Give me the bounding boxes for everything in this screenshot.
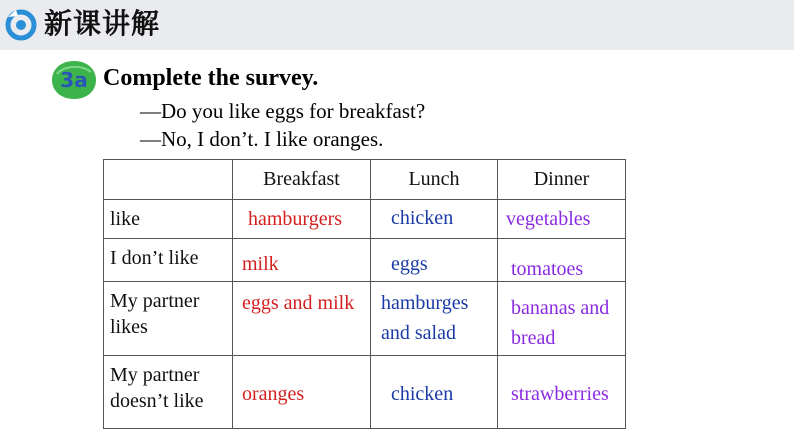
header-breakfast: Breakfast bbox=[263, 168, 340, 190]
page-title: 新课讲解 bbox=[44, 7, 161, 40]
section-title: Complete the survey. bbox=[103, 65, 319, 91]
dialog-answer: —No, I don’t. I like oranges. bbox=[140, 127, 384, 151]
lunch-cell bbox=[371, 239, 498, 282]
header-dinner: Dinner bbox=[533, 168, 590, 190]
breakfast-cell bbox=[233, 200, 371, 239]
lunch-answer: eggs bbox=[391, 253, 428, 275]
header-cell-empty bbox=[104, 160, 233, 200]
dinner-answer: vegetables bbox=[506, 208, 591, 230]
row-label-cell bbox=[104, 282, 233, 356]
lunch-cell bbox=[371, 200, 498, 239]
breakfast-cell bbox=[233, 239, 371, 282]
header-cell-breakfast bbox=[233, 160, 371, 200]
lunch-answer: chicken bbox=[391, 383, 454, 405]
dinner-answer: strawberries bbox=[511, 383, 609, 405]
dinner-cell bbox=[498, 239, 626, 282]
row-label-cell bbox=[104, 200, 233, 239]
logo-icon bbox=[4, 8, 38, 42]
lunch-cell bbox=[371, 356, 498, 429]
header-cell-dinner bbox=[498, 160, 626, 200]
lunch-answer: chicken bbox=[391, 207, 454, 229]
table-row bbox=[104, 239, 626, 282]
breakfast-answer: hamburgers bbox=[248, 208, 343, 230]
row-label: I don’t like bbox=[110, 247, 199, 269]
breakfast-answer: oranges bbox=[242, 383, 305, 405]
table-row bbox=[104, 282, 626, 356]
section-badge-label: 3a bbox=[60, 68, 88, 92]
header-lunch: Lunch bbox=[408, 168, 460, 190]
table-header-row bbox=[104, 160, 626, 200]
row-label-cell bbox=[104, 239, 233, 282]
breakfast-answer: eggs and milk bbox=[242, 292, 355, 314]
row-label-cell bbox=[104, 356, 233, 429]
dialog-question: —Do you like eggs for breakfast? bbox=[140, 99, 426, 123]
breakfast-cell bbox=[233, 356, 371, 429]
row-label: My partner doesn’t like bbox=[110, 364, 204, 412]
dinner-cell bbox=[498, 200, 626, 239]
header-cell-lunch bbox=[371, 160, 498, 200]
table-row bbox=[104, 200, 626, 239]
lunch-cell bbox=[371, 282, 498, 356]
row-label: like bbox=[110, 208, 140, 230]
breakfast-answer: milk bbox=[242, 253, 279, 275]
row-label: My partner likes bbox=[110, 290, 200, 338]
table-row bbox=[104, 356, 626, 429]
breakfast-cell bbox=[233, 282, 371, 356]
dinner-answer: tomatoes bbox=[511, 258, 584, 280]
survey-table bbox=[103, 159, 626, 429]
lunch-answer: hamburges and salad bbox=[381, 292, 469, 344]
dinner-answer: bananas and bread bbox=[511, 297, 610, 349]
dinner-cell bbox=[498, 356, 626, 429]
dinner-cell bbox=[498, 282, 626, 356]
